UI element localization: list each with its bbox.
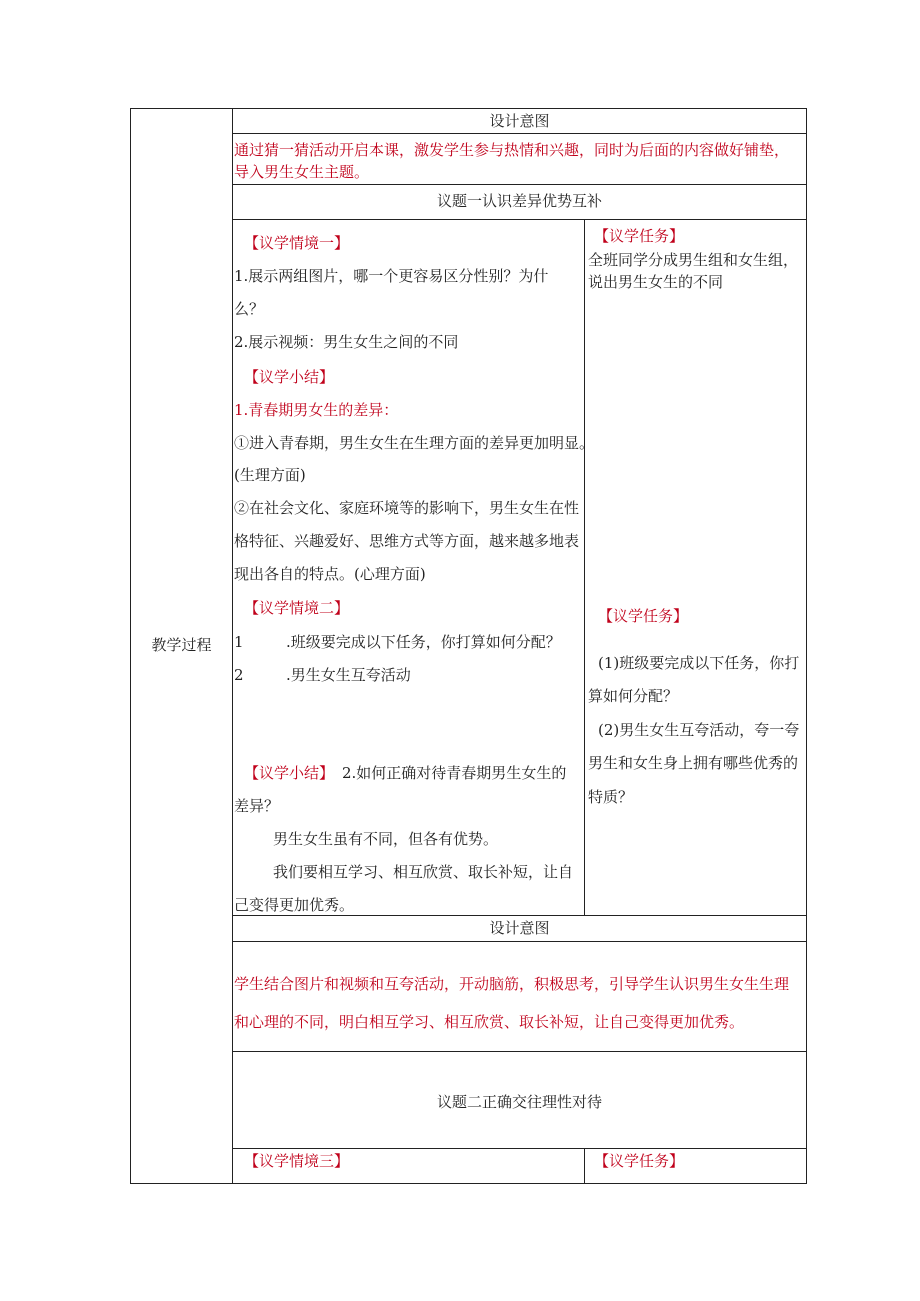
summary1-p1-line2: (生理方面) <box>234 466 306 484</box>
rule-6 <box>232 1051 807 1052</box>
situation1-heading: 【议学情境一】 <box>244 234 350 252</box>
rule-4 <box>232 915 807 916</box>
summary2-heading: 【议学小结】 <box>244 764 335 782</box>
design-intent-text-1-line2: 导入男生女生主题。 <box>234 163 370 181</box>
design-intent-text-2-line1: 学生结合图片和视频和互夸活动，开动脑筋，积极思考，引导学生认识男生女生生理 <box>234 975 790 993</box>
design-intent-header-2: 设计意图 <box>489 919 550 937</box>
task-column-divider-1 <box>584 219 585 916</box>
task2-t1-line1: (1)班级要完成以下任务，你打 <box>598 654 800 672</box>
situation2-heading: 【议学情境二】 <box>244 599 350 617</box>
task1-line1: 全班同学分成男生组和女生组， <box>588 251 799 269</box>
situation1-item1-line1: 1.展示两组图片，哪一个更容易区分性别？为什 <box>234 267 549 285</box>
task2-t2-line2: 男生和女生身上拥有哪些优秀的 <box>588 754 799 772</box>
summary2-answer1: 男生女生虽有不同，但各有优势。 <box>273 830 499 848</box>
rule-5 <box>232 941 807 942</box>
situation3-heading: 【议学情境三】 <box>244 1152 350 1170</box>
task2-heading: 【议学任务】 <box>598 607 689 625</box>
table-border-right <box>806 108 807 1184</box>
rule-1 <box>232 133 807 134</box>
topic2-task-heading: 【议学任务】 <box>594 1152 685 1170</box>
label-column-divider <box>232 108 233 1184</box>
situation1-item1-line2: 么？ <box>234 300 265 318</box>
task1-line2: 说出男生女生的不同 <box>588 273 724 291</box>
summary1-p2-line3: 现出各自的特点。(心理方面) <box>234 565 426 583</box>
summary1-heading: 【议学小结】 <box>244 368 335 386</box>
situation2-item2-num: 2 <box>234 666 244 684</box>
situation2-item2-text: .男生女生互夸活动 <box>286 666 411 684</box>
design-intent-header-1: 设计意图 <box>489 112 550 130</box>
task2-t1-line2: 算如何分配？ <box>588 687 679 705</box>
situation2-item1-text: .班级要完成以下任务，你打算如何分配？ <box>286 633 561 651</box>
summary2-answer2-line1: 我们要相互学习、相互欣赏、取长补短，让自 <box>273 863 574 881</box>
summary1-p1-line1: ①进入青春期，男生女生在生理方面的差异更加明显。 <box>234 434 595 452</box>
rule-3 <box>232 219 807 220</box>
task-column-divider-2 <box>584 1148 585 1184</box>
rule-2 <box>232 184 807 185</box>
task1-heading: 【议学任务】 <box>594 227 685 245</box>
summary2-question-line2: 差异？ <box>234 797 280 815</box>
task2-t2-line1: (2)男生女生互夸活动，夸一夸 <box>598 721 800 739</box>
summary1-p2-line1: ②在社会文化、家庭环境等的影响下，男生女生在性 <box>234 499 580 517</box>
summary2-question-line1: 2.如何正确对待青春期男生女生的 <box>342 764 567 782</box>
summary1-point-title: 1.青春期男女生的差异： <box>234 401 399 419</box>
task2-t2-line3: 特质？ <box>588 788 634 806</box>
summary1-p2-line2: 格特征、兴趣爱好、思维方式等方面，越来越多地表 <box>234 532 580 550</box>
topic2-title: 议题二正确交往理性对待 <box>436 1093 602 1111</box>
situation2-item1-num: 1 <box>234 633 244 651</box>
topic1-title: 议题一认识差异优势互补 <box>436 192 602 210</box>
design-intent-text-2-line2: 和心理的不同，明白相互学习、相互欣赏、取长补短，让自己变得更加优秀。 <box>234 1013 745 1031</box>
design-intent-text-1-line1: 通过猜一猜活动开启本课，激发学生参与热情和兴趣，同时为后面的内容做好铺垫， <box>234 141 790 159</box>
rule-7 <box>232 1148 807 1149</box>
row-label: 教学过程 <box>151 636 212 654</box>
situation1-item2: 2.展示视频：男生女生之间的不同 <box>234 333 459 351</box>
summary2-answer2-line2: 己变得更加优秀。 <box>234 896 355 914</box>
